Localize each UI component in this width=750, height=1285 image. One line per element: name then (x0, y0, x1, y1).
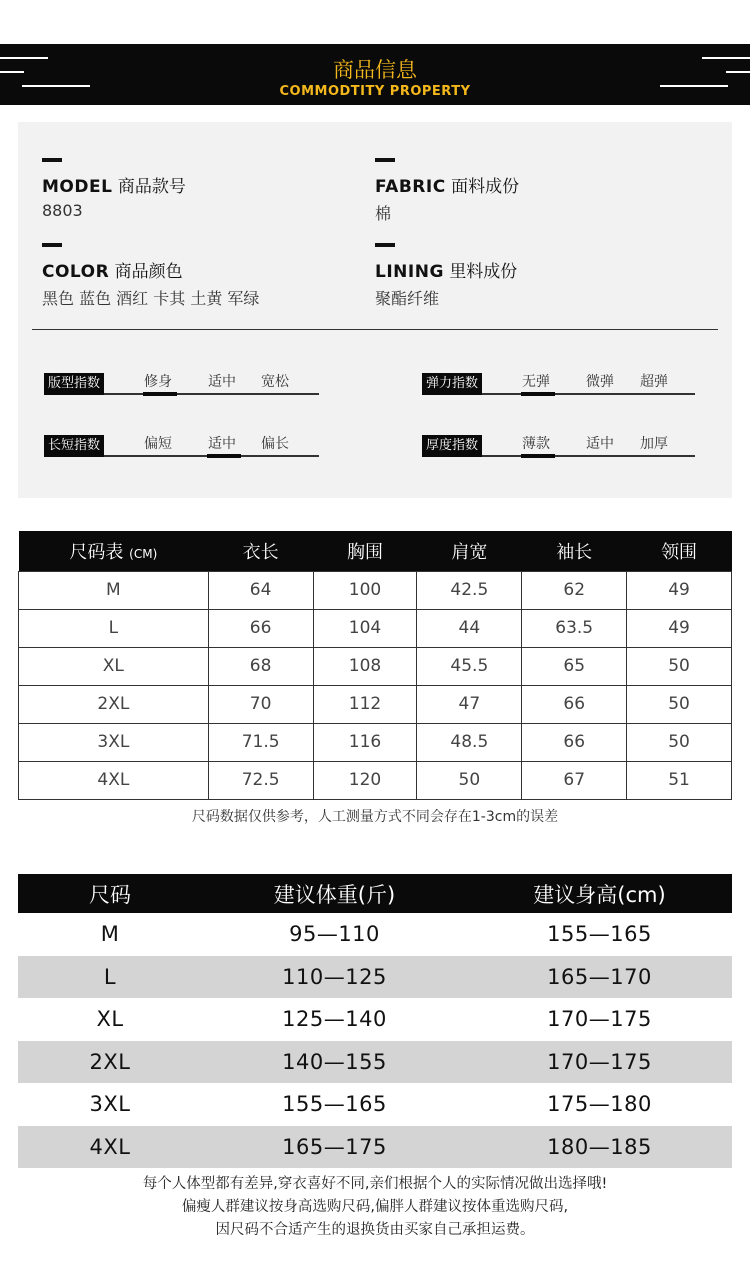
table-row (18, 913, 732, 956)
table-cell: 72.5 (208, 761, 313, 799)
index-fit (44, 371, 319, 395)
table-cell: 70 (208, 685, 313, 723)
table-cell: XL (19, 647, 209, 685)
table-cell: 104 (313, 609, 417, 647)
table-cell: 3XL (19, 723, 209, 761)
index-option: 修身 (144, 374, 172, 390)
index-selected-marker (143, 392, 177, 396)
table-cell: 2XL (19, 685, 209, 723)
recommend-notes (0, 1173, 750, 1242)
table-cell: 175—180 (547, 1092, 652, 1117)
column-header: 衣长 (208, 531, 313, 571)
table-cell: 51 (627, 761, 732, 799)
table-cell: 125—140 (282, 1007, 387, 1032)
property-label (375, 257, 517, 282)
table-cell: 50 (627, 685, 732, 723)
table-cell: 4XL (18, 1126, 202, 1169)
property-fabric (375, 158, 519, 224)
table-cell: 110—125 (202, 956, 467, 999)
label-en: LINING (375, 262, 444, 282)
table-row (19, 723, 732, 761)
marker-bar (375, 158, 395, 162)
table-header-row (19, 531, 732, 571)
table-cell: 48.5 (417, 723, 522, 761)
table-row (19, 647, 732, 685)
property-lining (375, 243, 517, 309)
index-thickness (422, 433, 695, 457)
property-model (42, 158, 186, 220)
table-row (19, 685, 732, 723)
table-cell: 45.5 (417, 647, 522, 685)
index-option: 适中 (208, 436, 236, 452)
table-cell: 66 (522, 723, 627, 761)
table-cell: 165—175 (202, 1126, 467, 1169)
marker-bar (42, 158, 62, 162)
table-row (19, 571, 732, 609)
table-cell: 42.5 (417, 571, 522, 609)
label-en: MODEL (42, 177, 113, 197)
label-cn: 面料成份 (451, 177, 520, 197)
recommend-table (18, 874, 732, 1168)
table-cell: 67 (522, 761, 627, 799)
index-option: 微弹 (586, 374, 614, 390)
table-cell: 63.5 (522, 609, 627, 647)
column-header: 胸围 (313, 531, 417, 571)
table-cell: 120 (313, 761, 417, 799)
property-panel (18, 122, 732, 498)
table-cell: 66 (208, 609, 313, 647)
index-selected-marker (521, 454, 555, 458)
index-option: 偏长 (261, 436, 289, 452)
table-cell: 155—165 (547, 922, 652, 947)
table-cell: 49 (627, 571, 732, 609)
property-label (42, 257, 259, 282)
table-cell: 66 (522, 685, 627, 723)
table-cell: L (19, 609, 209, 647)
label-cn: 里料成份 (449, 262, 518, 282)
property-label (375, 172, 519, 197)
index-option: 加厚 (640, 436, 668, 452)
table-cell: 65 (522, 647, 627, 685)
index-option: 薄款 (522, 436, 550, 452)
table-cell: 100 (313, 571, 417, 609)
table-cell: 68 (208, 647, 313, 685)
table-cell: M (100, 922, 120, 947)
table-cell: 44 (417, 609, 522, 647)
column-header: 袖长 (522, 531, 627, 571)
index-option: 无弹 (522, 374, 550, 390)
index-label: 厚度指数 (422, 435, 482, 457)
property-color (42, 243, 259, 309)
property-value: 聚酯纤维 (375, 289, 440, 308)
marker-bar (375, 243, 395, 247)
index-length (44, 433, 319, 457)
table-cell: M (19, 571, 209, 609)
table-row (18, 1126, 732, 1169)
label-cn: 商品颜色 (114, 262, 183, 282)
column-header: 肩宽 (417, 531, 522, 571)
table-cell: 108 (313, 647, 417, 685)
table-cell: 170—175 (547, 1007, 652, 1032)
column-header: 建议体重(斤) (202, 874, 467, 913)
table-cell: 64 (208, 571, 313, 609)
property-label (42, 172, 186, 197)
label-cn: 商品款号 (117, 177, 186, 197)
table-cell: 116 (313, 723, 417, 761)
property-value: 8803 (42, 201, 83, 220)
table-cell: 170—175 (467, 1041, 732, 1084)
property-value: 棉 (375, 204, 392, 223)
table-cell: 50 (627, 723, 732, 761)
size-note: 尺码数据仅供参考，人工测量方式不同会存在1-3cm的误差 (191, 809, 559, 825)
page-subtitle: COMMODTITY PROPERTY (279, 84, 471, 99)
index-selected-marker (207, 454, 241, 458)
table-cell: 50 (627, 647, 732, 685)
table-cell: 47 (417, 685, 522, 723)
index-option: 偏短 (144, 436, 172, 452)
index-option: 适中 (586, 436, 614, 452)
header-banner (0, 44, 750, 105)
marker-bar (42, 243, 62, 247)
table-cell: L (18, 956, 202, 999)
index-label: 弹力指数 (422, 373, 482, 395)
table-row (18, 1041, 732, 1084)
label-en: COLOR (42, 262, 110, 282)
index-selected-marker (521, 392, 555, 396)
table-cell: 112 (313, 685, 417, 723)
index-label: 长短指数 (44, 435, 104, 457)
index-option: 适中 (208, 374, 236, 390)
table-cell: 140—155 (202, 1041, 467, 1084)
table-header-row (18, 874, 732, 913)
property-value: 黑色 蓝色 酒红 卡其 土黄 军绿 (42, 289, 260, 308)
size-table (18, 531, 732, 800)
note-line: 偏瘦人群建议按身高选购尺码,偏胖人群建议按体重选购尺码, (181, 1199, 569, 1215)
table-cell: 180—185 (467, 1126, 732, 1169)
note-line: 因尺码不合适产生的退换货由买家自己承担运费。 (215, 1222, 535, 1238)
table-row (19, 761, 732, 799)
column-header: 尺码 (18, 874, 202, 913)
table-cell: 165—170 (467, 956, 732, 999)
table-cell: 50 (417, 761, 522, 799)
index-option: 宽松 (261, 374, 289, 390)
table-cell: 95—110 (289, 922, 380, 947)
table-row (18, 1083, 732, 1126)
table-cell: 71.5 (208, 723, 313, 761)
column-header: 领围 (627, 531, 732, 571)
table-cell: 62 (522, 571, 627, 609)
divider (32, 329, 718, 330)
column-header: 建议身高(cm) (467, 874, 732, 913)
table-cell: 3XL (89, 1092, 131, 1117)
index-stretch (422, 371, 695, 395)
table-cell: XL (96, 1007, 124, 1032)
column-header: 尺码表 (CM) (19, 531, 209, 571)
index-option: 超弹 (640, 374, 668, 390)
table-cell: 2XL (18, 1041, 202, 1084)
table-cell: 4XL (19, 761, 209, 799)
table-cell: 155—165 (282, 1092, 387, 1117)
label-en: FABRIC (375, 177, 446, 197)
index-label: 版型指数 (44, 373, 104, 395)
table-row (18, 956, 732, 999)
note-line: 每个人体型都有差异,穿衣喜好不同,亲们根据个人的实际情况做出选择哦! (142, 1176, 608, 1192)
table-row (19, 609, 732, 647)
page-title: 商品信息 (333, 58, 417, 82)
table-cell: 49 (627, 609, 732, 647)
table-row (18, 998, 732, 1041)
